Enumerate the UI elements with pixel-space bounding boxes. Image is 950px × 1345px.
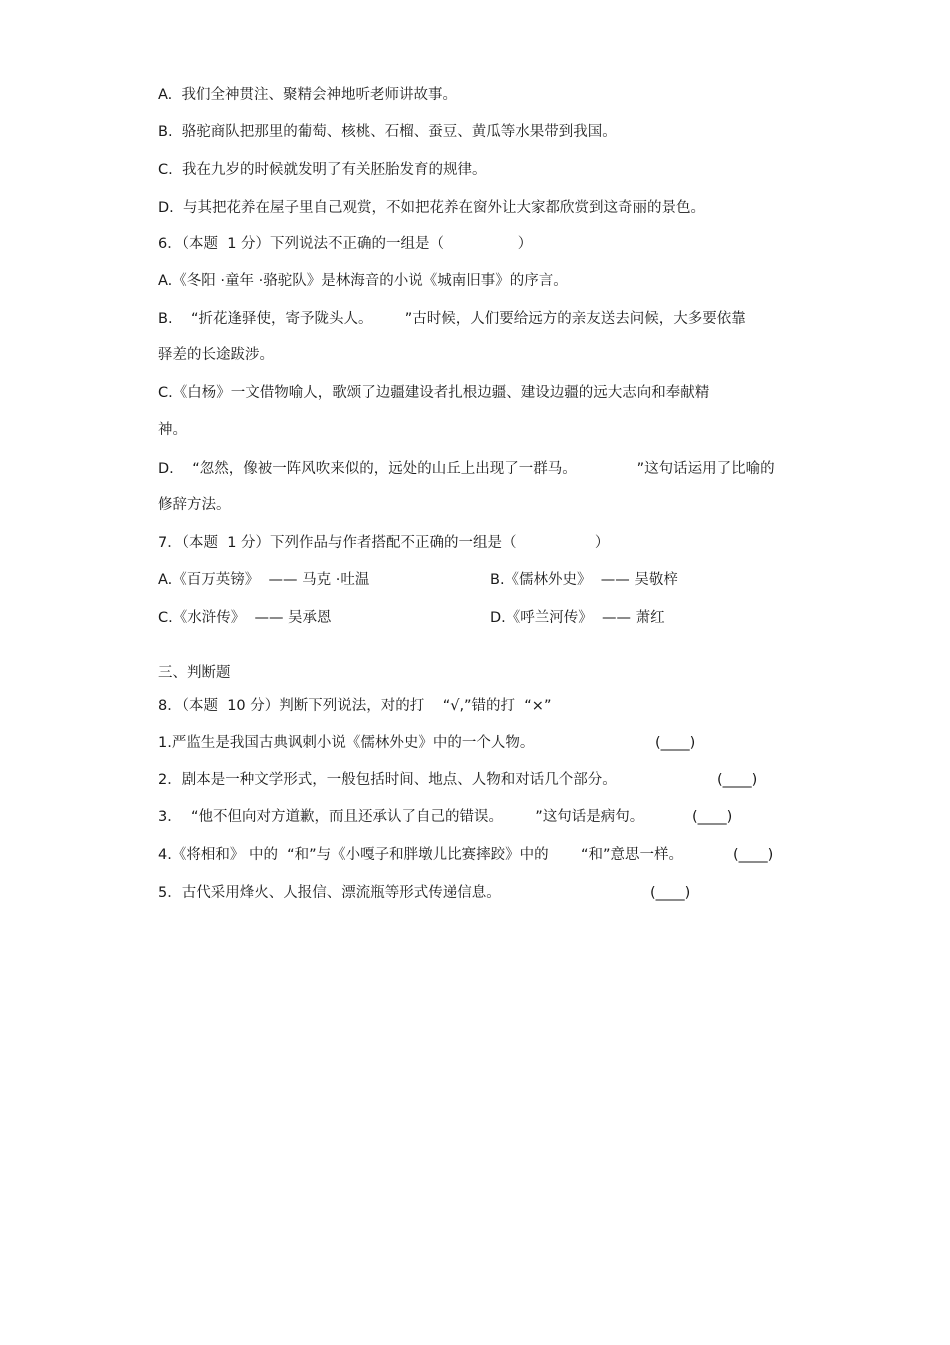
q7-option-c: C.《水浒传》 —— 吴承恩 [158,610,332,626]
judge-item-1: 1.严监生是我国古典讽刺小说《儒林外史》中的一个人物。 [158,735,535,751]
answer-blank-5: (____) [650,885,691,901]
q7-option-d: D.《呼兰河传》 —— 萧红 [490,610,665,626]
q7-option-b: B.《儒林外史》 —— 吴敬梓 [490,572,678,588]
q5-option-b: B. 骆驼商队把那里的葡萄、核桃、石榴、蚕豆、黄瓜等水果带到我国。 [158,124,617,140]
q6-option-a: A.《冬阳 ·童年 ·骆驼队》是林海音的小说《城南旧事》的序言。 [158,273,568,289]
q7-option-a: A.《百万英镑》 —— 马克 ·吐温 [158,572,370,588]
q6-option-c-line2: 神。 [158,422,187,438]
q6-option-c-line1: C.《白杨》一文借物喻人，歌颂了边疆建设者扎根边疆、建设边疆的远大志向和奉献精 [158,385,710,401]
answer-blank-2: (____) [717,772,758,788]
answer-blank-1: (____) [655,735,696,751]
q8-stem: 8．（本题 10 分）判断下列说法，对的打 “√,”错的打 “×” [158,698,552,714]
section-title: 三、判断题 [158,665,231,681]
q6-option-b-line1: B. “折花逢驿使，寄予陇头人。 ”古时候，人们要给远方的亲友送去问候，大多要依靠 [158,311,746,327]
judge-item-4: 4.《将相和》 中的 “和”与《小嘎子和胖墩儿比赛摔跤》中的 “和”意思一样。 [158,847,683,863]
q6-stem: 6．（本题 1 分）下列说法不正确的一组是（ ） [158,236,533,252]
answer-blank-3: (____) [692,809,733,825]
judge-item-5: 5．古代采用烽火、人报信、漂流瓶等形式传递信息。 [158,885,501,901]
q7-stem: 7．（本题 1 分）下列作品与作者搭配不正确的一组是（ ） [158,535,610,551]
judge-item-2: 2．剧本是一种文学形式，一般包括时间、地点、人物和对话几个部分。 [158,772,617,788]
q5-option-d: D. 与其把花养在屋子里自己观赏，不如把花养在窗外让大家都欣赏到这奇丽的景色。 [158,200,705,216]
answer-blank-4: (____) [733,847,774,863]
q6-option-d-line1: D. “忽然，像被一阵风吹来似的，远处的山丘上出现了一群马。 ”这句话运用了比喻的 [158,461,775,477]
q6-option-d-line2: 修辞方法。 [158,497,231,513]
q5-option-a: A. 我们全神贯注、聚精会神地听老师讲故事。 [158,87,457,103]
q5-option-c: C. 我在九岁的时候就发明了有关胚胎发育的规律。 [158,162,487,178]
q6-option-b-line2: 驿差的长途跋涉。 [158,347,274,363]
judge-item-3: 3． “他不但向对方道歉，而且还承认了自己的错误。 ”这句话是病句。 [158,809,645,825]
